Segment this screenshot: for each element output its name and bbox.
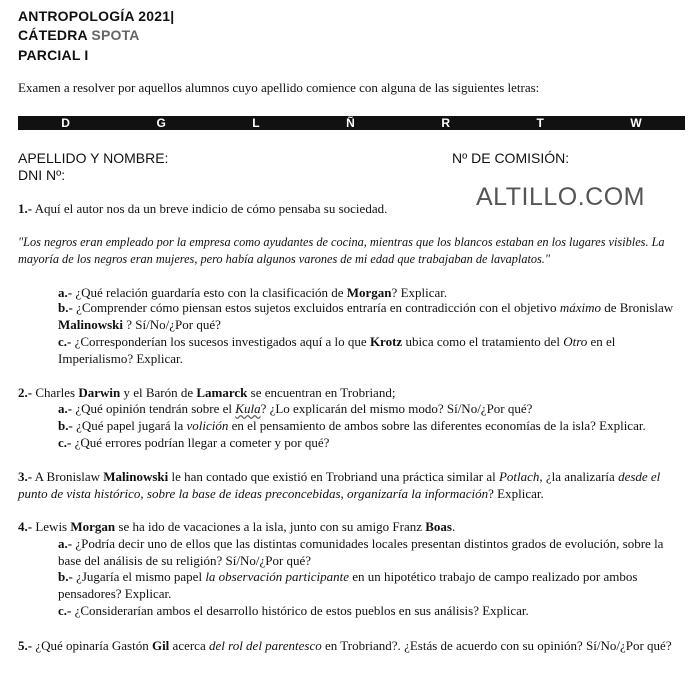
letter: W (630, 116, 642, 130)
emphasis-text: máximo (559, 300, 601, 315)
question-1-quote: "Los negros eran empleado por la empresa como ayudantes de cocina, mientras que los blancos estaban en los lugares visibles. La mayoría de los negros eran mujeres, pero había algunos varones de mi edad que trabajaban de lavaplatos." (18, 235, 665, 266)
item-tag: c.- (58, 435, 72, 450)
item-text: de Bronislaw (600, 300, 674, 315)
author-name: Lamarck (196, 385, 248, 400)
question-number: 4.- (18, 519, 33, 534)
dni-field-label: DNI Nº: (18, 167, 66, 183)
chair-line (18, 27, 140, 43)
author-name: Krotz (369, 334, 403, 349)
question-text: Aquí el autor nos da un breve indicio de cómo pensaba su sociedad. (32, 201, 388, 216)
exam-title: ANTROPOLOGÍA 2021| (18, 8, 175, 24)
item-text: ? Explicar. (391, 285, 448, 300)
question-text: ¿Qué opinaría Gastón (32, 638, 152, 653)
author-name: Morgan (346, 285, 392, 300)
question-1c (58, 334, 686, 367)
question-3 (18, 469, 686, 502)
question-text: Lewis (32, 519, 71, 534)
question-number: 5.- (18, 638, 33, 653)
question-2a (58, 401, 686, 418)
question-1 (18, 201, 686, 218)
emphasis-text: desde el punto de vista histórico, sobre la base de ideas preconcebidas, organizaría la información (18, 469, 661, 501)
emphasis-text: la observación participante (205, 569, 350, 584)
question-4c (58, 603, 686, 620)
commission-field-label: Nº DE COMISIÓN: (452, 150, 570, 166)
item-text: ¿Comprender cómo piensan estos sujetos excluidos entraría en contradicción con el objetivo (72, 300, 560, 315)
author-name: Malinowski (103, 469, 169, 484)
question-text: acerca (169, 638, 209, 653)
item-text: ? Sí/No/¿Por qué? (123, 316, 221, 332)
question-4a (58, 536, 686, 569)
item-text: en un hipotético trabajo de campo realizado por ambos pensadores? Explicar. (58, 569, 638, 601)
author-name: Gil (151, 638, 170, 653)
question-text: ? Explicar. (488, 485, 544, 501)
item-text: en el Imperialismo? Explicar. (58, 334, 616, 366)
item-text: ? ¿Lo explicarán del mismo modo? Sí/No/¿Por qué? (260, 401, 533, 416)
question-text: le han contado que existió en Trobriand una práctica similar al (168, 469, 499, 484)
emphasis-text: del rol del parentesco (208, 638, 322, 653)
author-name: Darwin (78, 385, 121, 400)
chair-prefix: CÁTEDRA (18, 27, 92, 43)
item-text: ¿Corresponderían los sucesos investigados aquí a lo que (71, 334, 370, 349)
item-tag: c.- (58, 603, 72, 618)
spellcheck-word: Kula (235, 401, 261, 416)
item-tag: c.- (58, 334, 72, 349)
item-tag: a.- (58, 401, 73, 416)
letter: L (252, 116, 260, 130)
question-4 (18, 519, 686, 536)
item-text: ¿Qué errores podrían llegar a cometer y por qué? (71, 435, 330, 450)
item-text: ¿Considerarían ambos el desarrollo histórico de estos pueblos en sus análisis? Explicar. (71, 603, 529, 618)
question-text: . (452, 519, 456, 534)
question-1b (58, 300, 686, 333)
question-text: , ¿la analizaría (539, 469, 619, 484)
question-5 (18, 638, 686, 655)
chair-name: SPOTA (91, 27, 140, 43)
author-name: Morgan (70, 519, 116, 534)
question-text: en Trobriand?. ¿Estás de acuerdo con su opinión? Sí/No/¿Por qué? (321, 638, 672, 653)
letter: T (536, 116, 544, 130)
item-tag: a.- (58, 285, 73, 300)
intro-text: Examen a resolver por aquellos alumnos cuyo apellido comience con alguna de las siguientes letras: (18, 80, 540, 95)
watermark: ALTILLO.COM (476, 183, 645, 211)
item-tag: b.- (58, 569, 73, 584)
item-tag: a.- (58, 536, 73, 551)
question-2b (58, 418, 686, 435)
item-text: ¿Qué opinión tendrán sobre el (72, 401, 236, 416)
question-2c (58, 435, 686, 452)
item-text: ¿Qué papel jugará la (72, 418, 187, 433)
item-text: en el pensamiento de ambos sobre las diferentes economías de la isla? Explicar. (228, 418, 646, 433)
author-name: Malinowski (58, 316, 124, 332)
item-text: ¿Podría decir uno de ellos que las distintas comunidades locales presentan distintos grados de evolución, sobre la base del análisis de su religión? Sí/No/¿Por qué? (58, 536, 664, 568)
emphasis-text: Potlach (498, 469, 540, 484)
question-number: 3.- (18, 469, 33, 484)
letters-bar (18, 116, 685, 130)
emphasis-text: Otro (563, 334, 588, 349)
letter: Ñ (346, 116, 355, 130)
question-text: Charles (32, 385, 79, 400)
name-field-label: APELLIDO Y NOMBRE: (18, 150, 169, 166)
author-name: Boas (425, 519, 452, 534)
question-number: 2.- (18, 385, 33, 400)
question-text: se encuentran en Trobriand; (247, 385, 396, 400)
item-tag: b.- (58, 418, 73, 433)
letter: R (441, 116, 451, 130)
item-tag: b.- (58, 300, 73, 315)
exam-subtitle: PARCIAL I (18, 47, 89, 63)
item-text: ubica como el tratamiento del (402, 334, 564, 349)
question-4b (58, 569, 686, 602)
question-text: y el Barón de (120, 385, 197, 400)
question-2 (18, 385, 686, 402)
question-number: 1.- (18, 201, 33, 216)
emphasis-text: volición (186, 418, 229, 433)
letter: G (156, 116, 166, 130)
item-text: ¿Qué relación guardaría esto con la clasificación de (72, 285, 347, 300)
letter: D (61, 116, 70, 130)
question-text: se ha ido de vacaciones a la isla, junto con su amigo Franz (115, 519, 426, 534)
question-text: A Bronislaw (32, 469, 104, 484)
item-text: ¿Jugaría el mismo papel (72, 569, 206, 584)
